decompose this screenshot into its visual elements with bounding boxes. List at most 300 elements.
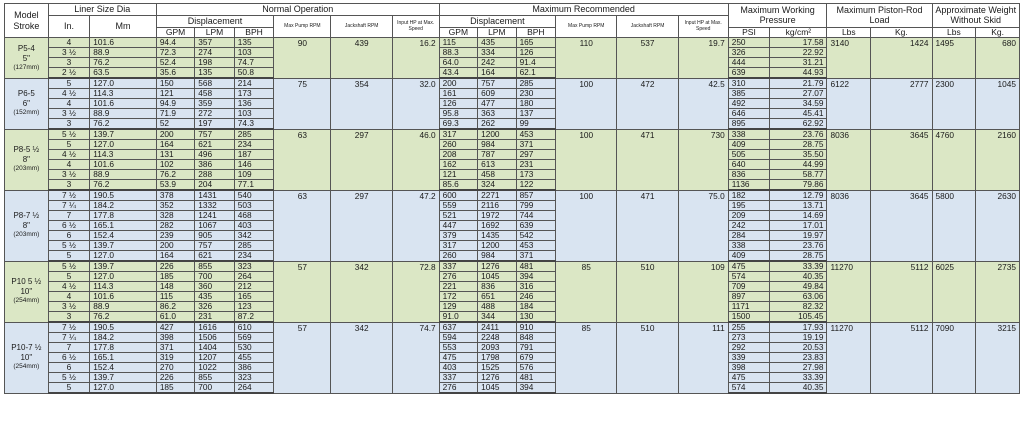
kgcm2-cell: 21.79	[770, 78, 827, 89]
max-lpm-cell: 1798	[478, 353, 516, 363]
liner-mm-cell: 63.5	[90, 68, 157, 79]
header-max-displacement: Displacement	[439, 16, 555, 28]
max-lpm-cell: 2116	[478, 201, 516, 211]
normal-gpm-cell: 200	[156, 241, 194, 251]
normal-bph-cell: 234	[234, 140, 274, 150]
max-bph-cell: 165	[516, 38, 556, 48]
psi-cell: 574	[728, 272, 770, 282]
header-approximate-weight: Approximate Weight Without Skid	[932, 4, 1019, 28]
model-stroke-cell	[5, 190, 49, 261]
header-max-max-pump-rpm: Max Pump RPM	[556, 16, 617, 38]
max-lpm-cell: 262	[478, 119, 516, 130]
liner-in-cell: 3 ½	[48, 302, 90, 312]
max-jackshaft-rpm-cell: 510	[617, 261, 678, 322]
normal-bph-cell: 285	[234, 129, 274, 140]
max-bph-cell: 910	[516, 322, 556, 333]
max-gpm-cell: 126	[439, 99, 477, 109]
normal-bph-cell: 123	[234, 302, 274, 312]
max-gpm-cell: 276	[439, 383, 477, 394]
normal-gpm-cell: 94.4	[156, 38, 194, 48]
max-gpm-cell: 260	[439, 140, 477, 150]
normal-bph-cell: 285	[234, 241, 274, 251]
max-gpm-cell: 447	[439, 221, 477, 231]
normal-bph-cell: 569	[234, 333, 274, 343]
max-bph-cell: 99	[516, 119, 556, 130]
normal-lpm-cell: 204	[195, 180, 235, 191]
normal-lpm-cell: 855	[195, 261, 235, 272]
rod-load-kg-cell: 3645	[871, 129, 932, 190]
liner-mm-cell: 190.5	[90, 190, 157, 201]
psi-cell: 475	[728, 261, 770, 272]
max-gpm-cell: 91.0	[439, 312, 477, 323]
weight-lbs-cell: 6025	[932, 261, 976, 322]
header-max-input-hp: Input HP at Max. Speed	[678, 16, 728, 38]
max-gpm-cell: 208	[439, 150, 477, 160]
liner-mm-cell: 127.0	[90, 251, 157, 262]
model-name: P8-5 ½	[13, 145, 40, 155]
header-liner-size-dia: Liner Size Dia	[48, 4, 156, 16]
psi-cell: 444	[728, 58, 770, 68]
max-lpm-cell: 651	[478, 292, 516, 302]
max-bph-cell: 481	[516, 261, 556, 272]
kgcm2-cell: 44.93	[770, 68, 827, 79]
normal-gpm-cell: 185	[156, 272, 194, 282]
stroke-mm: (152mm)	[13, 109, 40, 117]
max-gpm-cell: 43.4	[439, 68, 477, 79]
psi-cell: 339	[728, 353, 770, 363]
normal-input-hp-cell: 32.0	[392, 78, 439, 129]
normal-lpm-cell: 1067	[195, 221, 235, 231]
header-normal-gpm: GPM	[156, 28, 194, 38]
liner-mm-cell: 114.3	[90, 282, 157, 292]
normal-bph-cell: 74.3	[234, 119, 274, 130]
kgcm2-cell: 17.01	[770, 221, 827, 231]
normal-bph-cell: 173	[234, 89, 274, 99]
header-rod-lbs: Lbs	[827, 28, 871, 38]
psi-cell: 639	[728, 68, 770, 79]
max-gpm-cell: 88.3	[439, 48, 477, 58]
normal-gpm-cell: 53.9	[156, 180, 194, 191]
liner-in-cell: 5	[48, 78, 90, 89]
max-lpm-cell: 242	[478, 58, 516, 68]
table-row	[5, 261, 1020, 272]
normal-jackshaft-rpm-cell: 354	[331, 78, 392, 129]
normal-lpm-cell: 757	[195, 129, 235, 140]
stroke-mm: (203mm)	[13, 165, 40, 173]
normal-lpm-cell: 326	[195, 302, 235, 312]
normal-bph-cell: 103	[234, 48, 274, 58]
header-maximum-recommended: Maximum Recommended	[439, 4, 728, 16]
normal-bph-cell: 136	[234, 99, 274, 109]
max-lpm-cell: 1276	[478, 373, 516, 383]
max-bph-cell: 62.1	[516, 68, 556, 79]
liner-mm-cell: 165.1	[90, 221, 157, 231]
psi-cell: 505	[728, 150, 770, 160]
normal-lpm-cell: 458	[195, 89, 235, 99]
header-normal-displacement: Displacement	[156, 16, 273, 28]
psi-cell: 338	[728, 129, 770, 140]
normal-bph-cell: 103	[234, 109, 274, 119]
normal-bph-cell: 342	[234, 231, 274, 241]
max-lpm-cell: 1045	[478, 272, 516, 282]
kgcm2-cell: 20.53	[770, 343, 827, 353]
normal-jackshaft-rpm-cell: 342	[331, 261, 392, 322]
liner-in-cell: 3 ½	[48, 109, 90, 119]
max-max-pump-rpm-cell: 110	[556, 38, 617, 79]
stroke-inches: 5"	[22, 53, 30, 63]
stroke-mm: (254mm)	[13, 297, 40, 305]
weight-lbs-cell: 2300	[932, 78, 976, 129]
normal-gpm-cell: 115	[156, 292, 194, 302]
liner-mm-cell: 88.9	[90, 170, 157, 180]
weight-lbs-cell: 1495	[932, 38, 976, 79]
psi-cell: 195	[728, 201, 770, 211]
header-max-gpm: GPM	[439, 28, 477, 38]
normal-gpm-cell: 200	[156, 129, 194, 140]
header-model-stroke: Model Stroke	[5, 4, 49, 38]
max-gpm-cell: 521	[439, 211, 477, 221]
normal-lpm-cell: 274	[195, 48, 235, 58]
liner-in-cell: 2 ½	[48, 68, 90, 79]
normal-jackshaft-rpm-cell: 297	[331, 190, 392, 261]
normal-gpm-cell: 378	[156, 190, 194, 201]
max-gpm-cell: 553	[439, 343, 477, 353]
psi-cell: 326	[728, 48, 770, 58]
liner-in-cell: 3 ½	[48, 48, 90, 58]
weight-kg-cell: 2630	[976, 190, 1020, 261]
rod-load-lbs-cell: 11270	[827, 322, 871, 393]
kgcm2-cell: 14.69	[770, 211, 827, 221]
normal-gpm-cell: 94.9	[156, 99, 194, 109]
normal-lpm-cell: 700	[195, 272, 235, 282]
psi-cell: 897	[728, 292, 770, 302]
liner-in-cell: 7	[48, 211, 90, 221]
normal-bph-cell: 323	[234, 373, 274, 383]
normal-bph-cell: 50.8	[234, 68, 274, 79]
max-gpm-cell: 403	[439, 363, 477, 373]
normal-gpm-cell: 52.4	[156, 58, 194, 68]
normal-lpm-cell: 435	[195, 292, 235, 302]
weight-kg-cell: 2160	[976, 129, 1020, 190]
liner-mm-cell: 76.2	[90, 58, 157, 68]
normal-gpm-cell: 86.2	[156, 302, 194, 312]
max-bph-cell: 481	[516, 373, 556, 383]
rod-load-lbs-cell: 3140	[827, 38, 871, 79]
max-gpm-cell: 594	[439, 333, 477, 343]
stroke-inches: 10"	[20, 353, 33, 363]
normal-jackshaft-rpm-cell: 439	[331, 38, 392, 79]
max-bph-cell: 394	[516, 272, 556, 282]
liner-in-cell: 7 ¼	[48, 333, 90, 343]
normal-bph-cell: 214	[234, 78, 274, 89]
psi-cell: 292	[728, 343, 770, 353]
model-name: P6-5	[17, 89, 35, 99]
header-normal-lpm: LPM	[195, 28, 235, 38]
stroke-mm: (203mm)	[13, 231, 40, 239]
kgcm2-cell: 62.92	[770, 119, 827, 130]
max-gpm-cell: 129	[439, 302, 477, 312]
kgcm2-cell: 17.93	[770, 322, 827, 333]
psi-cell: 1171	[728, 302, 770, 312]
normal-max-pump-rpm-cell: 57	[274, 261, 331, 322]
rod-load-lbs-cell: 11270	[827, 261, 871, 322]
rod-load-kg-cell: 5112	[871, 322, 932, 393]
header-rod-kg: Kg.	[871, 28, 932, 38]
max-lpm-cell: 363	[478, 109, 516, 119]
max-bph-cell: 394	[516, 383, 556, 394]
normal-gpm-cell: 164	[156, 251, 194, 262]
normal-gpm-cell: 35.6	[156, 68, 194, 79]
psi-cell: 574	[728, 383, 770, 394]
normal-gpm-cell: 61.0	[156, 312, 194, 323]
normal-bph-cell: 264	[234, 383, 274, 394]
liner-mm-cell: 177.8	[90, 343, 157, 353]
psi-cell: 310	[728, 78, 770, 89]
normal-bph-cell: 212	[234, 282, 274, 292]
normal-lpm-cell: 1616	[195, 322, 235, 333]
header-weight-lbs: Lbs	[932, 28, 976, 38]
max-lpm-cell: 477	[478, 99, 516, 109]
max-lpm-cell: 334	[478, 48, 516, 58]
normal-lpm-cell: 621	[195, 251, 235, 262]
max-max-pump-rpm-cell: 100	[556, 129, 617, 190]
psi-cell: 646	[728, 109, 770, 119]
normal-bph-cell: 403	[234, 221, 274, 231]
normal-lpm-cell: 1506	[195, 333, 235, 343]
kgcm2-cell: 40.35	[770, 272, 827, 282]
table-row	[5, 129, 1020, 140]
kgcm2-cell: 31.21	[770, 58, 827, 68]
rod-load-kg-cell: 5112	[871, 261, 932, 322]
liner-in-cell: 4 ½	[48, 150, 90, 160]
pump-spec-table-container	[4, 3, 1020, 394]
normal-gpm-cell: 226	[156, 373, 194, 383]
kgcm2-cell: 22.92	[770, 48, 827, 58]
normal-input-hp-cell: 47.2	[392, 190, 439, 261]
normal-lpm-cell: 1022	[195, 363, 235, 373]
header-normal-max-pump-rpm: Max Pump RPM	[274, 16, 331, 38]
kgcm2-cell: 12.79	[770, 190, 827, 201]
max-gpm-cell: 161	[439, 89, 477, 99]
max-jackshaft-rpm-cell: 472	[617, 78, 678, 129]
max-bph-cell: 453	[516, 129, 556, 140]
max-lpm-cell: 344	[478, 312, 516, 323]
max-lpm-cell: 488	[478, 302, 516, 312]
max-bph-cell: 453	[516, 241, 556, 251]
rod-load-kg-cell: 1424	[871, 38, 932, 79]
normal-max-pump-rpm-cell: 63	[274, 190, 331, 261]
header-normal-operation: Normal Operation	[156, 4, 439, 16]
liner-mm-cell: 76.2	[90, 119, 157, 130]
normal-gpm-cell: 76.2	[156, 170, 194, 180]
max-lpm-cell: 984	[478, 140, 516, 150]
liner-mm-cell: 127.0	[90, 272, 157, 282]
normal-lpm-cell: 135	[195, 68, 235, 79]
kgcm2-cell: 35.50	[770, 150, 827, 160]
max-bph-cell: 137	[516, 109, 556, 119]
weight-kg-cell: 680	[976, 38, 1020, 79]
liner-in-cell: 6 ½	[48, 353, 90, 363]
normal-lpm-cell: 1241	[195, 211, 235, 221]
normal-gpm-cell: 71.9	[156, 109, 194, 119]
normal-bph-cell: 610	[234, 322, 274, 333]
normal-gpm-cell: 164	[156, 140, 194, 150]
normal-bph-cell: 386	[234, 363, 274, 373]
normal-gpm-cell: 371	[156, 343, 194, 353]
max-gpm-cell: 379	[439, 231, 477, 241]
psi-cell: 409	[728, 140, 770, 150]
weight-kg-cell: 1045	[976, 78, 1020, 129]
max-lpm-cell: 836	[478, 282, 516, 292]
max-input-hp-cell: 730	[678, 129, 728, 190]
header-maximum-working-pressure: Maximum Working Pressure	[728, 4, 827, 28]
max-bph-cell: 184	[516, 302, 556, 312]
header-psi: PSI	[728, 28, 770, 38]
kgcm2-cell: 105.45	[770, 312, 827, 323]
max-gpm-cell: 276	[439, 272, 477, 282]
liner-in-cell: 6	[48, 231, 90, 241]
max-lpm-cell: 757	[478, 78, 516, 89]
kgcm2-cell: 40.35	[770, 383, 827, 394]
normal-bph-cell: 109	[234, 170, 274, 180]
table-body	[5, 38, 1020, 394]
header-kgcm2: kg/cm²	[770, 28, 827, 38]
model-stroke-cell	[5, 38, 49, 79]
model-name: P10-7 ½	[11, 343, 42, 353]
normal-lpm-cell: 621	[195, 140, 235, 150]
liner-mm-cell: 114.3	[90, 150, 157, 160]
max-bph-cell: 91.4	[516, 58, 556, 68]
normal-lpm-cell: 855	[195, 373, 235, 383]
kgcm2-cell: 49.84	[770, 282, 827, 292]
normal-bph-cell: 323	[234, 261, 274, 272]
normal-gpm-cell: 352	[156, 201, 194, 211]
psi-cell: 385	[728, 89, 770, 99]
normal-gpm-cell: 319	[156, 353, 194, 363]
liner-mm-cell: 139.7	[90, 373, 157, 383]
rod-load-lbs-cell: 6122	[827, 78, 871, 129]
kgcm2-cell: 19.97	[770, 231, 827, 241]
normal-lpm-cell: 1332	[195, 201, 235, 211]
liner-mm-cell: 101.6	[90, 292, 157, 302]
liner-in-cell: 3	[48, 312, 90, 323]
liner-mm-cell: 127.0	[90, 78, 157, 89]
max-bph-cell: 576	[516, 363, 556, 373]
psi-cell: 338	[728, 241, 770, 251]
normal-gpm-cell: 121	[156, 89, 194, 99]
max-lpm-cell: 1435	[478, 231, 516, 241]
liner-in-cell: 3 ½	[48, 170, 90, 180]
max-gpm-cell: 317	[439, 129, 477, 140]
normal-bph-cell: 74.7	[234, 58, 274, 68]
kgcm2-cell: 23.76	[770, 241, 827, 251]
rod-load-kg-cell: 2777	[871, 78, 932, 129]
liner-mm-cell: 76.2	[90, 180, 157, 191]
normal-max-pump-rpm-cell: 57	[274, 322, 331, 393]
psi-cell: 409	[728, 251, 770, 262]
normal-lpm-cell: 700	[195, 383, 235, 394]
weight-kg-cell: 3215	[976, 322, 1020, 393]
liner-mm-cell: 76.2	[90, 312, 157, 323]
normal-bph-cell: 468	[234, 211, 274, 221]
liner-in-cell: 5	[48, 140, 90, 150]
psi-cell: 475	[728, 373, 770, 383]
normal-gpm-cell: 427	[156, 322, 194, 333]
normal-bph-cell: 187	[234, 150, 274, 160]
model-stroke-cell	[5, 129, 49, 190]
max-bph-cell: 371	[516, 140, 556, 150]
psi-cell: 242	[728, 221, 770, 231]
table-row	[5, 38, 1020, 48]
table-row	[5, 190, 1020, 201]
rod-load-lbs-cell: 8036	[827, 129, 871, 190]
stroke-inches: 6"	[22, 99, 30, 109]
normal-lpm-cell: 288	[195, 170, 235, 180]
psi-cell: 836	[728, 170, 770, 180]
kgcm2-cell: 82.32	[770, 302, 827, 312]
normal-input-hp-cell: 74.7	[392, 322, 439, 393]
normal-jackshaft-rpm-cell: 297	[331, 129, 392, 190]
liner-in-cell: 6	[48, 363, 90, 373]
weight-lbs-cell: 5800	[932, 190, 976, 261]
max-bph-cell: 371	[516, 251, 556, 262]
normal-lpm-cell: 357	[195, 38, 235, 48]
psi-cell: 398	[728, 363, 770, 373]
max-gpm-cell: 637	[439, 322, 477, 333]
normal-gpm-cell: 72.3	[156, 48, 194, 58]
liner-in-cell: 4	[48, 38, 90, 48]
max-jackshaft-rpm-cell: 471	[617, 129, 678, 190]
normal-gpm-cell: 226	[156, 261, 194, 272]
max-lpm-cell: 2411	[478, 322, 516, 333]
liner-mm-cell: 114.3	[90, 89, 157, 99]
liner-in-cell: 5 ½	[48, 129, 90, 140]
liner-mm-cell: 101.6	[90, 160, 157, 170]
max-input-hp-cell: 109	[678, 261, 728, 322]
psi-cell: 255	[728, 322, 770, 333]
max-gpm-cell: 200	[439, 78, 477, 89]
normal-lpm-cell: 568	[195, 78, 235, 89]
liner-mm-cell: 101.6	[90, 99, 157, 109]
normal-lpm-cell: 198	[195, 58, 235, 68]
model-stroke-cell	[5, 322, 49, 393]
normal-lpm-cell: 197	[195, 119, 235, 130]
kgcm2-cell: 23.83	[770, 353, 827, 363]
kgcm2-cell: 33.39	[770, 261, 827, 272]
max-gpm-cell: 64.0	[439, 58, 477, 68]
header-max-jackshaft-rpm: Jackshaft RPM	[617, 16, 678, 38]
max-input-hp-cell: 19.7	[678, 38, 728, 79]
liner-in-cell: 5	[48, 383, 90, 394]
normal-lpm-cell: 386	[195, 160, 235, 170]
psi-cell: 273	[728, 333, 770, 343]
max-lpm-cell: 1692	[478, 221, 516, 231]
max-lpm-cell: 1200	[478, 241, 516, 251]
max-max-pump-rpm-cell: 100	[556, 190, 617, 261]
model-stroke-cell	[5, 78, 49, 129]
max-lpm-cell: 613	[478, 160, 516, 170]
liner-mm-cell: 184.2	[90, 201, 157, 211]
normal-bph-cell: 540	[234, 190, 274, 201]
max-gpm-cell: 337	[439, 373, 477, 383]
max-jackshaft-rpm-cell: 510	[617, 322, 678, 393]
max-lpm-cell: 2093	[478, 343, 516, 353]
max-gpm-cell: 172	[439, 292, 477, 302]
liner-in-cell: 3	[48, 119, 90, 130]
max-lpm-cell: 1525	[478, 363, 516, 373]
header-mm: Mm	[90, 16, 157, 38]
table-row	[5, 78, 1020, 89]
